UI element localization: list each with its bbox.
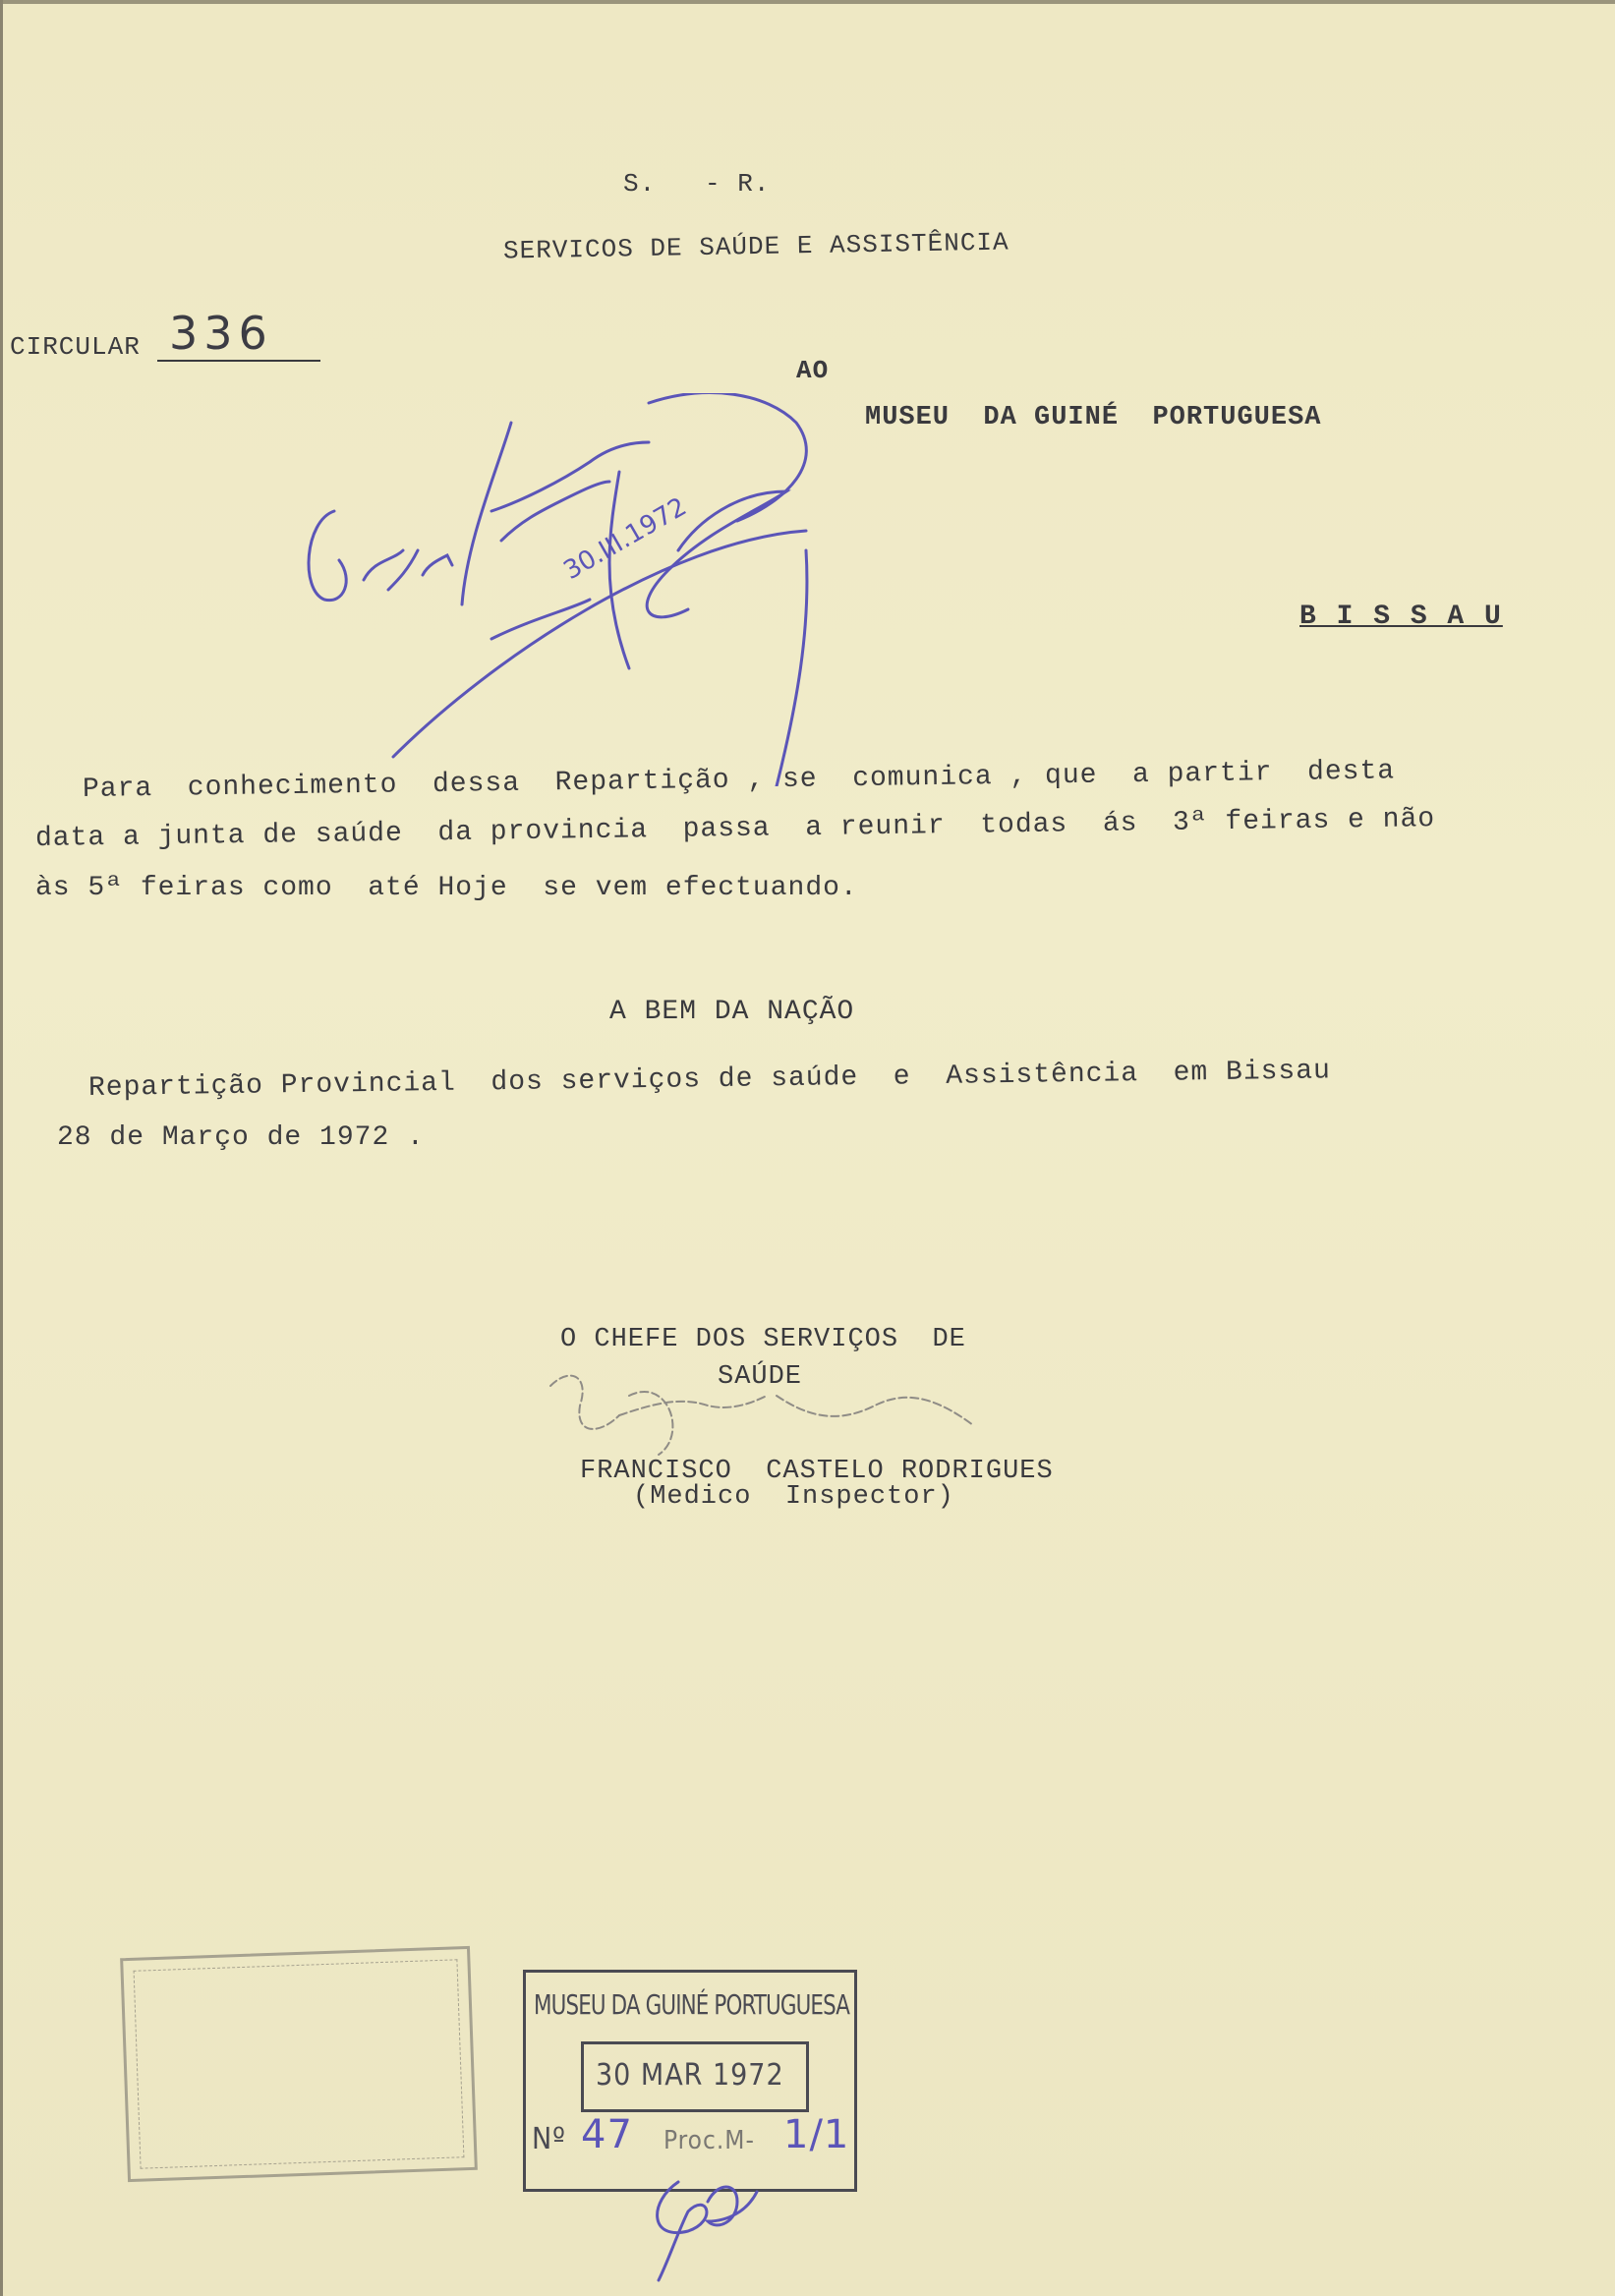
stamp-proc-value: 1/1 [783,2112,850,2157]
signatory-role: (Medico Inspector) [633,1482,954,1512]
addressee-to: AO [796,356,830,385]
page-top-edge [0,0,1615,4]
motto: A BEM DA NAÇÃO [609,997,855,1027]
place-line-1: Repartição Provincial dos serviços de saúde e Assistência em Bissau [87,1056,1332,1104]
addressee-name: MUSEU DA GUINÉ PORTUGUESA [865,403,1322,432]
body-line-2: data a junta de saúde da provincia passa a reunir todas ás 3ª feiras e não [34,804,1436,854]
stamp-institution: MUSEU DA GUINÉ PORTUGUESA [534,1988,850,2021]
circular-label: CIRCULAR [10,332,141,362]
body-line-3: às 5ª feiras como até Hoje se vem efectuando. [35,873,858,903]
signature-title-2: SAÚDE [718,1362,803,1392]
circular-number: 336 [169,307,273,360]
signatory-name: FRANCISCO CASTELO RODRIGUES [580,1457,1054,1486]
stamp-number-label: Nº [532,2122,566,2156]
signature-title-1: O CHEFE DOS SERVIÇOS DE [560,1325,966,1354]
stamp-number: 47 [581,2112,633,2157]
addressee-city: B I S S A U [1299,602,1503,632]
stamp-proc-label: Proc.M- [663,2126,755,2155]
header-sr: S. - R. [623,169,771,199]
department-heading: SERVICOS DE SAÚDE E ASSISTÊNCIA [502,227,1009,266]
registry-stamp [523,1970,857,2192]
faded-stamp [120,1946,478,2182]
body-line-1: Para conhecimento dessa Repartição , se comunica , que a partir desta [82,756,1396,805]
annotation-date-text: 30.III.1972 [558,491,692,587]
stamp-date-box [581,2041,809,2112]
stamp-date: 30 MAR 1972 [596,2058,784,2093]
circular-number-underline [157,360,320,362]
page-left-edge [0,0,3,2296]
place-line-2: 28 de Março de 1972 . [57,1122,425,1153]
